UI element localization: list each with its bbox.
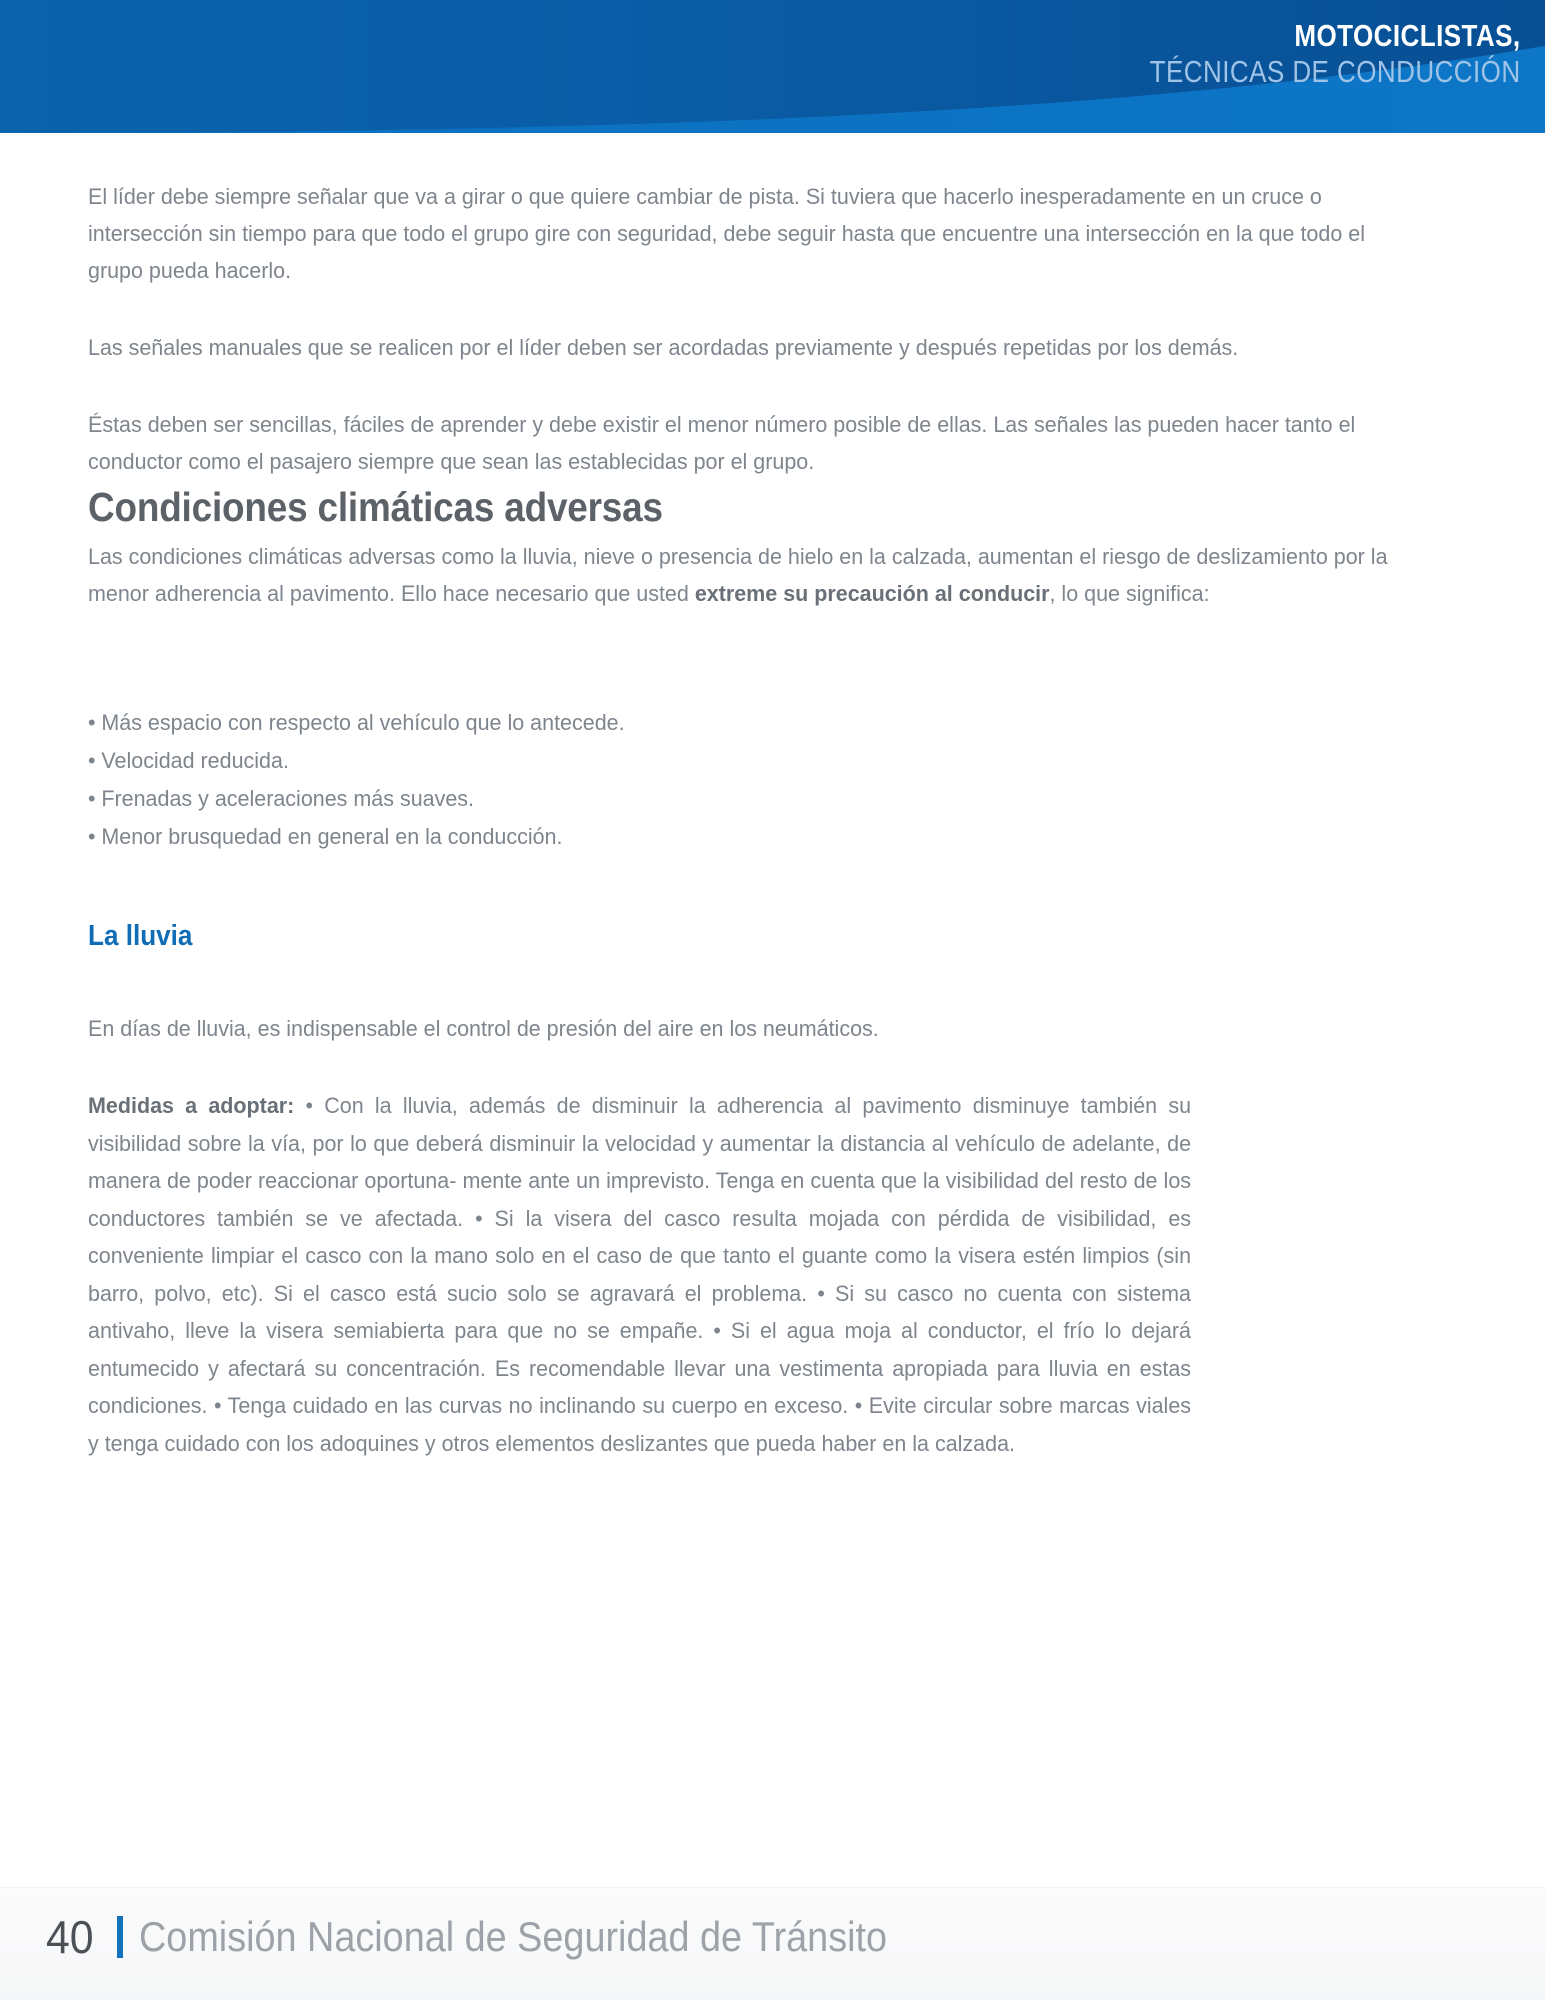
footer-content: [46, 1911, 970, 1963]
spacer-before-subtitle: [88, 856, 1458, 918]
paragraph-adverse-conditions-emphasis: extreme su precaución al conducir: [694, 581, 1050, 606]
paragraph-simple-signals: Éstas deben ser sencillas, fáciles de aprender y debe existir el menor número posible de ellas. Las señales las pueden hacer tanto el conductor como el pasajero siempre que sean las establecidas por el grupo.: [88, 412, 1356, 474]
bullet-marker-icon: •: [88, 824, 96, 849]
paragraph-leader-signals: El líder debe siempre señalar que va a girar o que quiere cambiar de pista. Si tuviera que hacerlo inesperadamente en un cruce o intersección sin tiempo para que todo el grupo gire con seguridad, debe seguir hasta que encuentre una intersección en la que todo el grupo pueda hacerlo.: [88, 184, 1365, 283]
header-title-subtitle: TÉCNICAS DE CONDUCCIÓN: [1150, 54, 1521, 89]
page-footer: [0, 1887, 1545, 2000]
sub-title-rain: La lluvia: [88, 920, 193, 952]
precaution-bullet-list: [88, 704, 1458, 856]
list-item-label: Frenadas y aceleraciones más suaves.: [101, 786, 475, 811]
list-item: [88, 742, 1396, 780]
spacer: [88, 366, 1458, 406]
bullet-marker-icon: •: [88, 748, 96, 773]
list-item-label: Velocidad reducida.: [101, 748, 289, 773]
page-content: [88, 148, 1458, 1462]
list-item: [88, 780, 1396, 818]
header-title-main: MOTOCICLISTAS,: [1294, 18, 1521, 53]
list-item-label: Menor brusquedad en general en la conducción.: [101, 824, 563, 849]
page-number: 40: [46, 1911, 94, 1963]
measures-text: • Con la lluvia, además de disminuir la adherencia al pavimento disminuye también su visibilidad sobre la vía, por lo que deberá disminuir la velocidad y aumentar la distancia al vehículo de adelante, de manera de poder reaccionar oportuna- mente ante un imprevisto. Tenga en cuenta que la visibilidad del resto de los conductores también se ve afectada. • Si la visera del casco resulta mojada con pérdida de visibilidad, es conveniente limpiar el casco con la mano solo en el caso de que tanto el guante como la visera estén limpios (sin barro, polvo, etc). Si el casco está sucio solo se agravará el problema. • Si su casco no cuenta con sistema antivaho, lleve la visera semiabierta para que no se empañe. • Si el agua moja al conductor, el frío lo dejará entumecido y afectará su concentración. Es recomendable llevar una vestimenta apropiada para lluvia en estas condiciones. • Tenga cuidado en las curvas no inclinando su cuerpo en exceso. • Evite circular sobre marcas viales y tenga cuidado con los adoquines y otros elementos deslizantes que pueda haber en la calzada.: [88, 1093, 1192, 1456]
paragraph-adverse-conditions-part1: Las condiciones climáticas adversas como la lluvia, nieve o presencia de hielo en la calzada, aumentan el riesgo de deslizamiento por la menor adherencia al pavimento. Ello hace necesario que usted: [88, 544, 1388, 606]
measures-label: Medidas a adoptar:: [88, 1093, 295, 1118]
paragraph-measures-to-adopt: [88, 1087, 1191, 1462]
bullet-marker-icon: •: [88, 710, 96, 735]
list-item: [88, 818, 1396, 856]
paragraph-manual-signals: Las señales manuales que se realicen por el líder deben ser acordadas previamente y después repetidas por los demás.: [88, 335, 1239, 360]
section-title-adverse-weather: Condiciones climáticas adversas: [88, 484, 663, 530]
spacer: [88, 289, 1458, 329]
spacer-after-subtitle: [88, 954, 1458, 1010]
bullet-marker-icon: •: [88, 786, 96, 811]
list-item-label: Más espacio con respecto al vehículo que lo antecede.: [101, 710, 625, 735]
footer-divider: [117, 1916, 123, 1958]
list-item: [88, 704, 1396, 742]
spacer-before-measures: [88, 1047, 1458, 1087]
spacer-before-bullets: [88, 612, 1458, 704]
page-header: [0, 0, 1545, 148]
paragraph-adverse-conditions-part2: , lo que significa:: [1049, 581, 1210, 606]
header-title-group: [1079, 20, 1521, 87]
paragraph-adverse-conditions: [88, 538, 1396, 612]
paragraph-tire-pressure: En días de lluvia, es indispensable el control de presión del aire en los neumáticos.: [88, 1016, 879, 1041]
spacer-top: [88, 148, 1458, 178]
footer-organization-name: Comisión Nacional de Seguridad de Tránsito: [139, 1913, 888, 1960]
